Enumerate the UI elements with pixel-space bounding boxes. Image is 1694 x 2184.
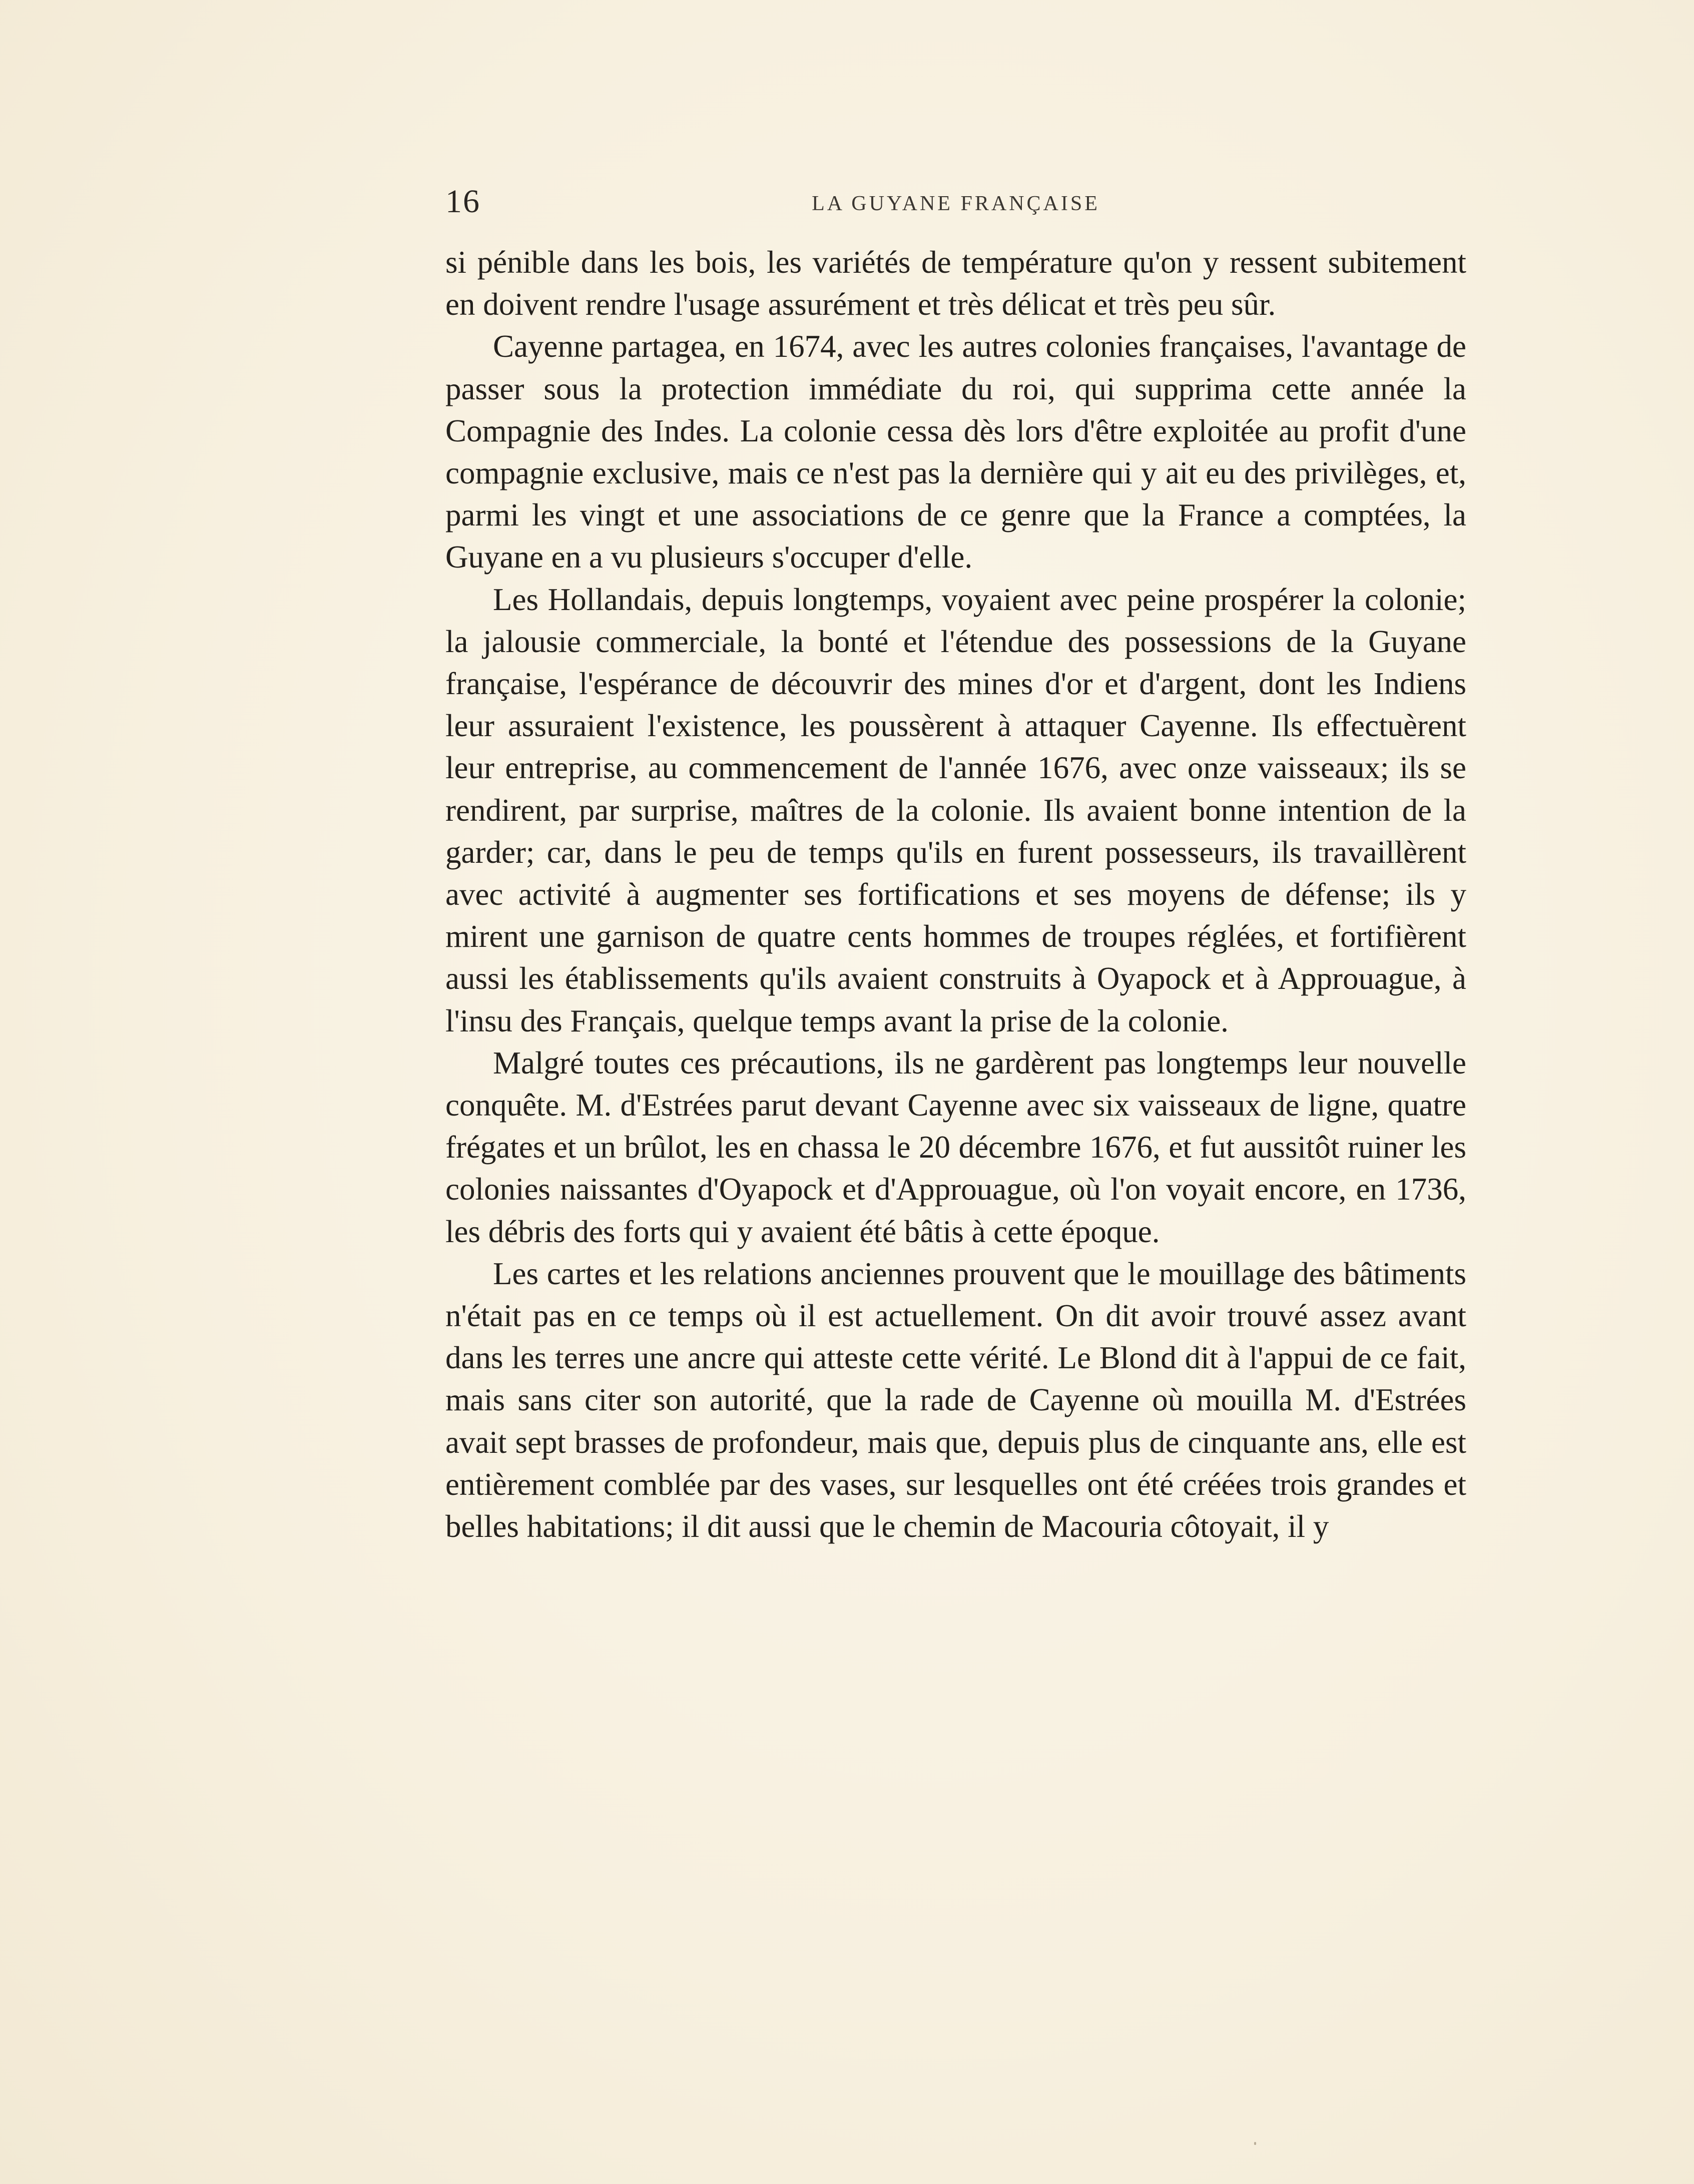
paragraph: Les Hollandais, depuis longtemps, voyaient avec peine prospérer la colonie; la jalousie commerciale, la bonté et l'étendue des possessions de la Guyane française, l'espérance de découvrir des mines d'or et d'argent, dont les Indiens leur assuraient l'existence, les poussèrent à attaquer Cayenne. Ils effectuèrent leur entreprise, au commencement de l'année 1676, avec onze vaisseaux; ils se rendirent, par surprise, maîtres de la colonie. Ils avaient bonne intention de la garder; car, dans le peu de temps qu'ils en furent possesseurs, ils travaillèrent avec activité à augmenter ses fortifications et ses moyens de défense; ils y mirent une garnison de quatre cents hommes de troupes réglées, et fortifièrent aussi les établissements qu'ils avaient construits à Oyapock et à Approuague, à l'insu des Français, quelque temps avant la prise de la colonie.: [445, 582, 1466, 1038]
page-header: [445, 183, 1466, 223]
paragraph: Malgré toutes ces précautions, ils ne gardèrent pas longtemps leur nouvelle conquête. M. d'Estrées parut devant Cayenne avec six vaisseaux de ligne, quatre frégates et un brûlot, les en chassa le 20 décembre 1676, et fut aussitôt ruiner les colonies naissantes d'Oyapock et d'Approuague, où l'on voyait encore, en 1736, les débris des forts qui y avaient été bâtis à cette époque.: [445, 1045, 1466, 1249]
paragraph-continuation: si pénible dans les bois, les variétés de température qu'on y ressent subitement en doivent rendre l'usage assurément et très délicat et très peu sûr.: [445, 245, 1466, 322]
paragraph: Les cartes et les relations anciennes prouvent que le mouillage des bâtiments n'était pas en ce temps où il est actuellement. On dit avoir trouvé assez avant dans les terres une ancre qui atteste cette vérité. Le Blond dit à l'appui de ce fait, mais sans citer son autorité, que la rade de Cayenne où mouilla M. d'Estrées avait sept brasses de profondeur, mais que, depuis plus de cinquante ans, elle est entièrement comblée par des vases, sur lesquelles ont été créées trois grandes et belles habitations; il dit aussi que le chemin de Macouria côtoyait, il y: [445, 1256, 1466, 1544]
page-number: 16: [445, 183, 480, 220]
paper-speck: [1254, 2142, 1256, 2145]
body-text: [445, 241, 1466, 1547]
paragraph: Cayenne partagea, en 1674, avec les autres colonies françaises, l'avantage de passer sous la protection immédiate du roi, qui supprima cette année la Compagnie des Indes. La colonie cessa dès lors d'être exploitée au profit d'une compagnie exclusive, mais ce n'est pas la dernière qui y ait eu des privilèges, et, parmi les vingt et une associations de ce genre que la France a comptées, la Guyane en a vu plusieurs s'occuper d'elle.: [445, 329, 1466, 575]
running-head: LA GUYANE FRANÇAISE: [812, 192, 1100, 215]
